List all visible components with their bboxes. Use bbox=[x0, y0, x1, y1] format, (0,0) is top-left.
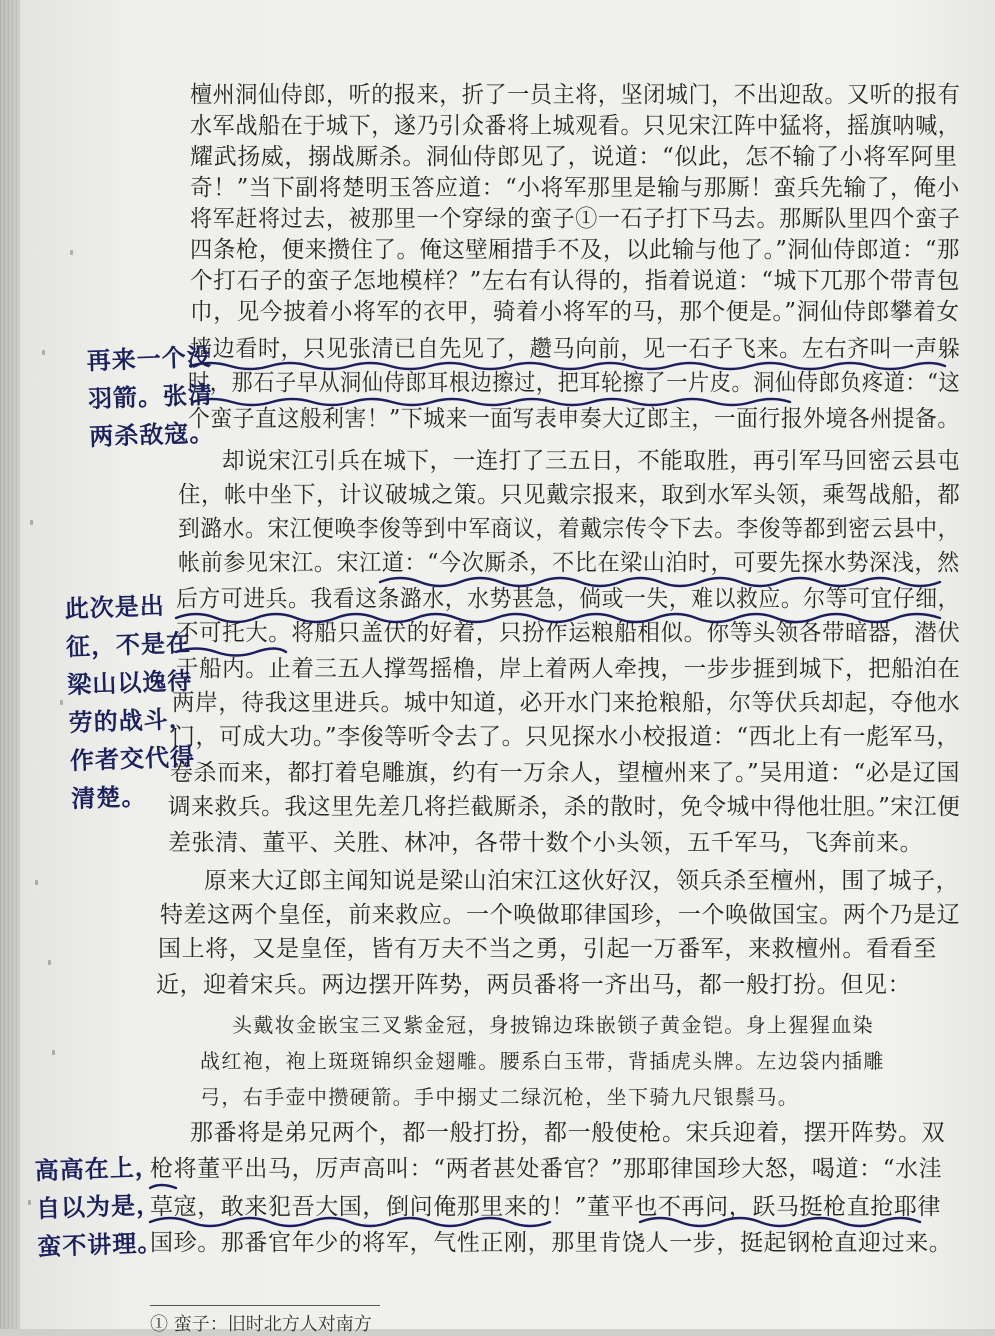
handwritten-note bbox=[34, 1148, 163, 1266]
footnote: ① 蛮子：旧时北方人对南方 bbox=[150, 1314, 372, 1335]
note-line: 再来一个没 bbox=[86, 342, 213, 376]
footnote-rule bbox=[150, 1305, 380, 1306]
body-line: 奇！”当下副将楚明玉答应道：“小将军那里是输与那厮！蛮兵先输了，俺小 bbox=[190, 175, 960, 201]
note-line: 梁山以逸待 bbox=[66, 666, 193, 700]
body-line: 于船内。止着三五人撑驾摇橹，岸上着两人牵拽，一步步捱到城下，把船泊在 bbox=[176, 656, 961, 682]
body-line: 水军战船在于城下，遂乃引众番将上城观看。只见宋江阵中猛将，摇旗呐喊， bbox=[190, 113, 961, 139]
handwritten-note bbox=[86, 338, 215, 456]
body-line: 檀州洞仙侍郎，听的报来，折了一员主将，坚闭城门，不出迎敌。又听的报有 bbox=[190, 82, 961, 108]
body-line: 那番将是弟兄两个，都一般打扮，都一般使枪。宋兵迎着，摆开阵势。双 bbox=[190, 1120, 946, 1146]
body-line: 两岸，待我这里进兵。城中知道，必开水门来抢粮船，尔等伏兵却起，夺他水 bbox=[172, 690, 961, 716]
note-line: 两杀敌寇。 bbox=[88, 418, 215, 452]
body-line: 巾，见今披着小将军的衣甲，骑着小将军的马，那个便是。”洞仙侍郎攀着女 bbox=[190, 299, 960, 325]
body-line: 个打石子的蛮子怎地模样？”左右有认得的，指着说道：“城下兀那个带青包 bbox=[190, 268, 960, 294]
body-line: 住，帐中坐下，计议破城之策。只见戴宗报来，取到水军头领，乘驾战船，都 bbox=[178, 482, 961, 508]
note-line: 自以为是， bbox=[35, 1190, 162, 1224]
note-line: 羽箭。张清 bbox=[87, 380, 214, 414]
body-line: 后方可进兵。我看这条潞水，水势甚急，倘或一失，难以救应。尔等可宜仔细， bbox=[176, 586, 961, 612]
body-line: 调来救兵。我这里先差几将拦截厮杀，杀的散时，免令城中得他壮胆。”宋江便 bbox=[168, 794, 961, 820]
note-line: 此次是出 bbox=[64, 591, 166, 624]
poem-line: 弓，右手壶中攒硬箭。手中搦丈二绿沉枪，坐下骑九尺银鬃马。 bbox=[200, 1085, 800, 1109]
body-line: 国上将，又是皇侄，皆有万夫不当之勇，引起一万番军，来救檀州。看看至 bbox=[158, 936, 937, 962]
body-line: 特差这两个皇侄，前来救应。一个唤做耶律国珍，一个唤做国宝。两个乃是辽 bbox=[160, 902, 961, 928]
body-line: 帐前参见宋江。宋江道：“今次厮杀，不比在梁山泊时，可要先探水势深浅，然 bbox=[178, 550, 960, 576]
body-line: 时，那石子早从洞仙侍郎耳根边擦过，把耳轮擦了一片皮。洞仙侍郎负疼道：“这 bbox=[188, 370, 961, 396]
note-line: 高高在上， bbox=[34, 1152, 161, 1186]
body-line: 墙边看时，只见张清已自先见了，趱马向前，见一石子飞来。左右齐叫一声躲 bbox=[190, 336, 961, 362]
body-line: 国珍。那番官年少的将军，气性正刚，那里肯饶人一步，挺起钢枪直迎过来。 bbox=[150, 1230, 953, 1256]
body-line: 差张清、董平、关胜、林冲，各带十数个小头领，五千军马，飞奔前来。 bbox=[168, 830, 924, 856]
note-line: 征，不是在 bbox=[65, 628, 192, 662]
body-line: 不可托大。将船只盖伏的好着，只扮作运粮船相似。你等头领各带暗器，潜伏 bbox=[176, 620, 961, 646]
body-line: 却说宋江引兵在城下，一连打了三五日，不能取胜，再引军马回密云县屯 bbox=[222, 448, 961, 474]
body-line: 四条枪，便来攒住了。俺这壁厢措手不及，以此输与他了。”洞仙侍郎道：“那 bbox=[190, 237, 961, 263]
note-line: 蛮不讲理。 bbox=[36, 1228, 163, 1262]
body-line: 近，迎着宋兵。两边摆开阵势，两员番将一齐出马，都一般打扮。但见： bbox=[156, 972, 912, 998]
poem-line: 头戴妆金嵌宝三叉紫金冠，身披锦边珠嵌锁子黄金铠。身上猩猩血染 bbox=[232, 1013, 874, 1037]
body-line: 到潞水。宋江便唤李俊等到中军商议，着戴宗传令下去。李俊等都到密云县中， bbox=[178, 516, 960, 542]
handwritten-note bbox=[64, 586, 197, 818]
body-line: 草寇，敢来犯吾大国，倒问俺那里来的！”董平也不再问，跃马挺枪直抢耶律 bbox=[150, 1194, 942, 1220]
poem-line: 战红袍，袍上斑斑锦织金翅雕。腰系白玉带，背插虎头牌。左边袋内插雕 bbox=[200, 1049, 885, 1073]
note-line: 清楚。 bbox=[70, 782, 147, 814]
body-line: 门，可成大功。”李俊等听令去了。只见探水小校报道：“西北上有一彪军马， bbox=[172, 724, 960, 750]
body-line: 卷杀而来，都打着皂雕旗，约有一万余人，望檀州来了。”吴用道：“必是辽国 bbox=[170, 760, 961, 786]
body-line: 枪将董平出马，厉声高叫：“两者甚处番官？”那耶律国珍大怒，喝道：“水洼 bbox=[150, 1156, 943, 1182]
body-line: 将军赶将过去，被那里一个穿绿的蛮子①一石子打下马去。那厮队里四个蛮子 bbox=[190, 206, 961, 232]
body-line: 个蛮子直这般利害！”下城来一面写表申奏大辽郎主，一面行报外境各州提备。 bbox=[188, 406, 960, 432]
note-line: 作者交代得 bbox=[69, 742, 196, 776]
note-line: 劳的战斗， bbox=[68, 704, 195, 738]
body-line: 耀武扬威，搦战厮杀。洞仙侍郎见了，说道：“似此，怎不输了小将军阿里 bbox=[190, 144, 958, 170]
body-line: 原来大辽郎主闻知说是梁山泊宋江这伙好汉，领兵杀至檀州，围了城子， bbox=[204, 868, 960, 894]
